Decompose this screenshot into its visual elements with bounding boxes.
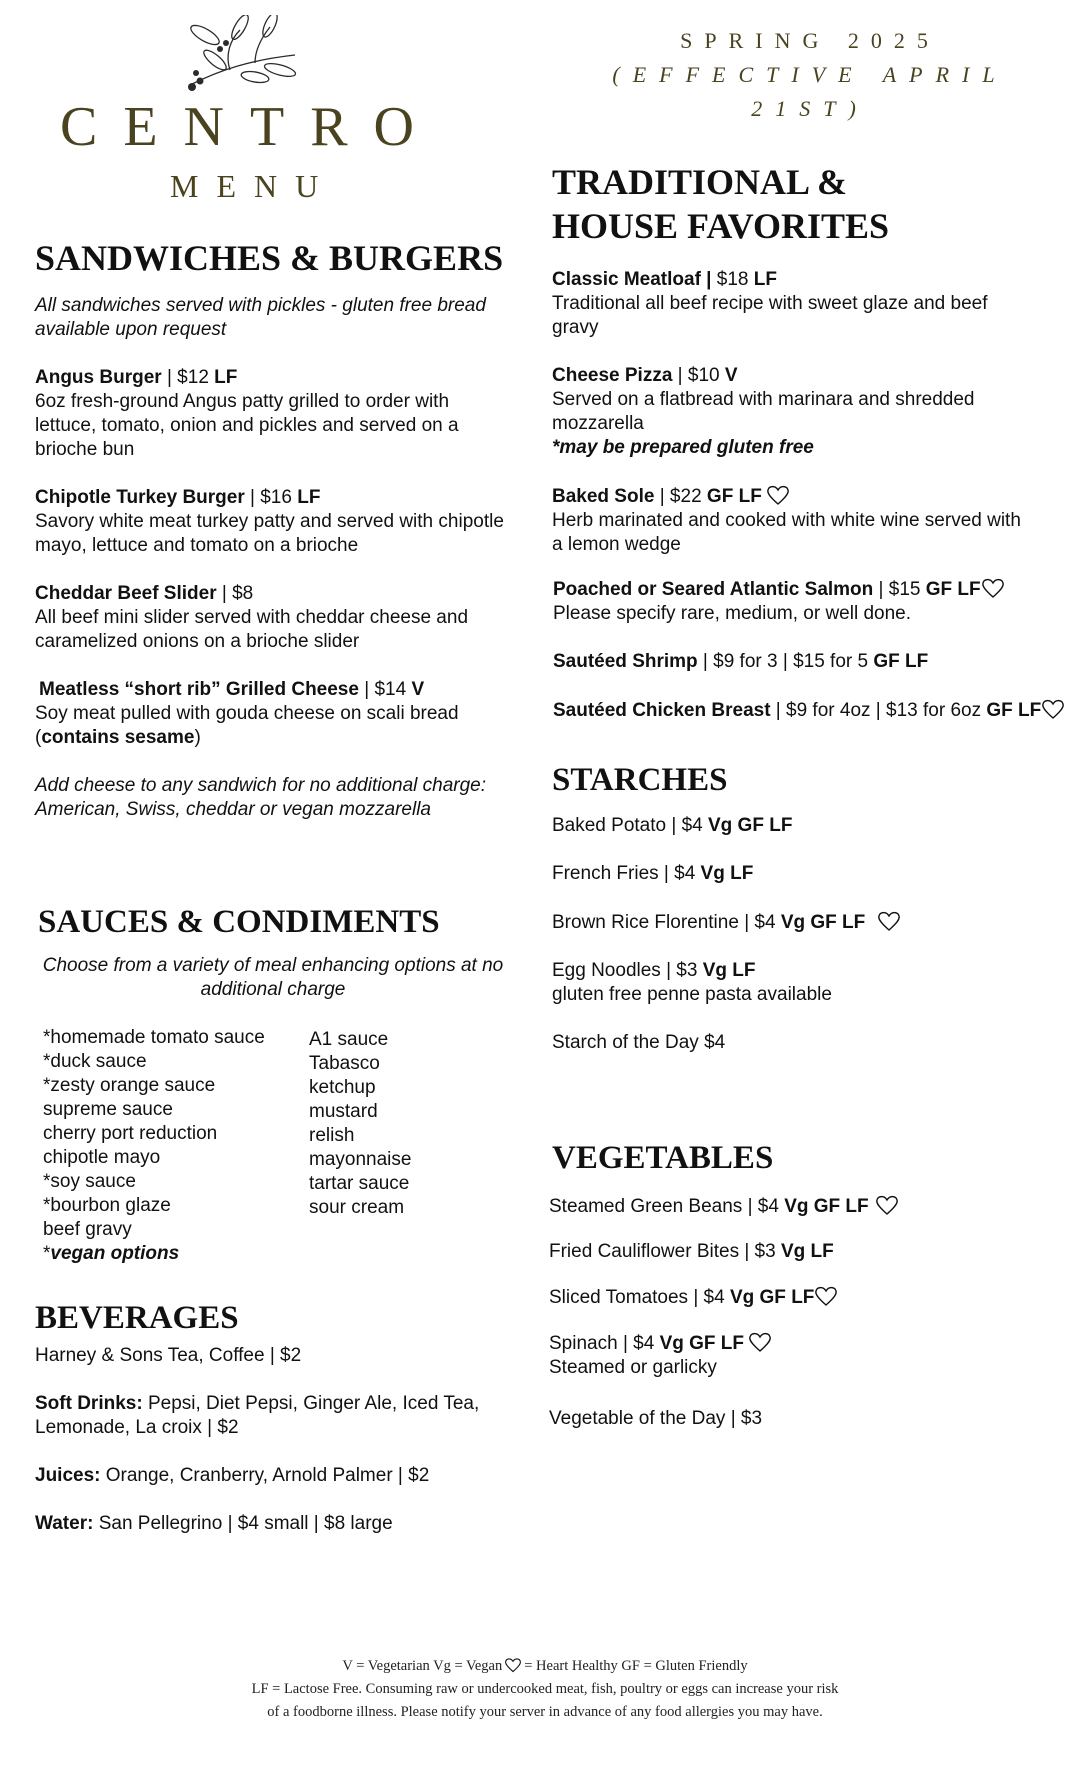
item-tags: Vg LF (702, 960, 756, 981)
item-name: Egg Noodles | $3 (552, 960, 703, 981)
item-name: Brown Rice Florentine | $4 (552, 912, 781, 933)
water-label: Water: (35, 1513, 94, 1534)
traditional-section (552, 160, 1082, 747)
traditional-title-line1: TRADITIONAL & (552, 162, 848, 202)
item-desc: 6oz fresh-ground Angus patty grilled to order with lettuce, tomato, onion and pickles and served on a brioche bun (35, 391, 459, 460)
heart-healthy-icon (748, 1331, 772, 1353)
menu-item-angus-burger (35, 366, 515, 462)
legend-footer (140, 1655, 950, 1724)
item-desc: Soy meat pulled with gouda cheese on scali bread (35, 703, 459, 724)
legend-b: = Heart Healthy GF = Gluten Friendly (524, 1658, 748, 1674)
menu-subtitle: MENU (170, 168, 337, 204)
effective-date: (EFFECTIVE APRIL 21ST) (612, 62, 1008, 121)
beverage-tea: Harney & Sons Tea, Coffee | $2 (35, 1345, 302, 1366)
item-price: | $10 (672, 365, 725, 386)
traditional-title (552, 160, 1082, 248)
heart-healthy-icon (766, 484, 790, 506)
item-desc-extra (35, 726, 515, 750)
item-note: *may be prepared gluten free (552, 437, 814, 458)
item-name: Sautéed Chicken Breast (553, 700, 771, 721)
beverages-section (35, 1296, 515, 1560)
item-price: | $12 (161, 367, 215, 388)
item-price: | $14 (358, 679, 412, 700)
heart-healthy-icon (875, 1194, 899, 1216)
item-desc: Traditional all beef recipe with sweet glaze and beef gravy (552, 293, 988, 338)
item-price: | $22 (654, 486, 707, 507)
heart-healthy-icon (981, 577, 1005, 599)
item-tags: GF LF (873, 651, 929, 672)
sauce-item: *bourbon glaze (43, 1195, 171, 1216)
starch-egg-noodles (552, 959, 1052, 1007)
allergen-note: contains sesame (41, 727, 195, 748)
item-desc: gluten free penne pasta available (552, 984, 832, 1005)
beverage-soft-drinks (35, 1392, 515, 1440)
vegetables-section (549, 1136, 1049, 1431)
item-name: Sliced Tomatoes | $4 (549, 1287, 730, 1308)
sauce-col-1 (38, 1026, 309, 1266)
item-name: Cheddar Beef Slider (35, 583, 217, 604)
item-tags: V (411, 679, 425, 700)
starch-baked-potato (552, 814, 1052, 838)
menu-item-atlantic-salmon (552, 577, 1053, 626)
item-name: Spinach | $4 (549, 1333, 660, 1354)
item-tags: Vg LF (700, 863, 754, 884)
item-name: Starch of the Day $4 (552, 1032, 726, 1053)
item-desc: Steamed or garlicky (549, 1357, 717, 1378)
beverage-juices (35, 1464, 515, 1488)
item-desc: All beef mini slider served with cheddar cheese and caramelized onions on a brioche slider (35, 607, 469, 652)
item-tags: Vg GF LF (780, 912, 866, 933)
brand-name: CENTRO (60, 96, 440, 158)
sauce-col-2 (309, 1026, 411, 1266)
veg-sliced-tomatoes (549, 1285, 1049, 1310)
sauce-item: *homemade tomato sauce (43, 1027, 265, 1048)
item-name: Poached or Seared Atlantic Salmon (553, 579, 874, 600)
item-name: Sautéed Shrimp (553, 651, 698, 672)
sauce-item: Tabasco (309, 1053, 380, 1074)
sauce-columns (38, 1026, 508, 1266)
legend-line-1 (140, 1655, 950, 1678)
juice-label: Juices: (35, 1465, 101, 1486)
starch-of-the-day (552, 1031, 1052, 1055)
sauces-note: Choose from a variety of meal enhancing options at no additional charge (42, 955, 504, 1000)
legend-line-3: of a foodborne illness. Please notify your server in advance of any food allergies you may have. (267, 1704, 823, 1720)
item-tags: GF LF (986, 700, 1042, 721)
sauce-item: *zesty orange sauce (43, 1075, 216, 1096)
item-price: | $9 for 4oz | $13 for 6oz (770, 700, 987, 721)
soft-list: Pepsi, Diet Pepsi, Ginger Ale, Iced Tea, Lemonade, La croix | $2 (35, 1393, 480, 1438)
item-name: Chipotle Turkey Burger (35, 487, 245, 508)
vegetables-title: VEGETABLES (552, 1140, 774, 1176)
sauce-item: mustard (309, 1101, 378, 1122)
item-tags: GF LF (706, 486, 762, 507)
menu-item-classic-meatloaf (552, 268, 1032, 340)
item-desc: Served on a flatbread with marinara and shredded mozzarella (552, 389, 975, 434)
item-price: $18 (711, 269, 754, 290)
sandwiches-note: All sandwiches served with pickles - gluten free bread available upon request (35, 295, 486, 340)
heart-healthy-icon (814, 1285, 838, 1307)
item-price: | $16 (244, 487, 298, 508)
menu-item-chipotle-turkey-burger (35, 486, 515, 558)
sauce-item: relish (309, 1125, 355, 1146)
sauce-item: mayonnaise (309, 1149, 412, 1170)
sauce-item: chipotle mayo (43, 1147, 161, 1168)
menu-item-sauteed-shrimp (552, 650, 1082, 674)
sauce-item: *soy sauce (43, 1171, 136, 1192)
paren-close: ) (194, 727, 201, 748)
item-tags: Vg GF LF (784, 1196, 869, 1217)
soft-label: Soft Drinks: (35, 1393, 143, 1414)
beverages-title: BEVERAGES (35, 1300, 239, 1336)
veg-of-the-day (549, 1407, 1049, 1431)
sauces-section (38, 900, 508, 1266)
item-tags: LF (753, 269, 777, 290)
item-price: | $8 (216, 583, 254, 604)
starch-brown-rice (552, 910, 1052, 935)
item-name: Meatless “short rib” Grilled Cheese (39, 679, 359, 700)
water-list: San Pellegrino | $4 small | $8 large (93, 1513, 393, 1534)
sauce-item: sour cream (309, 1197, 405, 1218)
item-desc: Herb marinated and cooked with white wine served with a lemon wedge (552, 510, 1021, 555)
menu-item-meatless-grilled-cheese (35, 678, 515, 750)
item-tags: Vg GF LF (708, 815, 793, 836)
olive-branch-icon (170, 15, 310, 105)
item-price: | $9 for 3 | $15 for 5 (697, 651, 874, 672)
item-tags: GF LF (925, 579, 981, 600)
menu-item-baked-sole (552, 484, 1032, 557)
veg-spinach (549, 1331, 1049, 1380)
item-tags: V (724, 365, 738, 386)
item-price: | $15 (873, 579, 926, 600)
item-desc: Savory white meat turkey patty and served with chipotle mayo, lettuce and tomato on a brioche (35, 511, 504, 556)
heart-healthy-icon (504, 1657, 522, 1673)
item-name: Angus Burger (35, 367, 162, 388)
item-name: Vegetable of the Day | $3 (549, 1408, 763, 1429)
item-desc: Please specify rare, medium, or well done. (553, 603, 911, 624)
item-name: Baked Sole (552, 486, 655, 507)
season-block (560, 24, 1060, 126)
item-name: Baked Potato | $4 (552, 815, 708, 836)
item-name: Steamed Green Beans | $4 (549, 1196, 785, 1217)
menu-item-cheddar-beef-slider (35, 582, 515, 654)
vegan-options-note (43, 1242, 309, 1266)
heart-healthy-icon (877, 910, 901, 932)
vegan-options-label: vegan options (50, 1243, 180, 1264)
sauces-title: SAUCES & CONDIMENTS (38, 904, 440, 940)
item-tags: LF (297, 487, 321, 508)
sauce-item: beef gravy (43, 1219, 132, 1240)
item-tags: Vg GF LF (729, 1287, 815, 1308)
paren-open: ( (35, 727, 42, 748)
sandwiches-section (35, 236, 515, 822)
item-tags: Vg LF (780, 1241, 834, 1262)
item-tags: LF (214, 367, 238, 388)
starches-section (552, 758, 1052, 1079)
item-tags: Vg GF LF (659, 1333, 745, 1354)
item-name: French Fries | $4 (552, 863, 701, 884)
starches-title: STARCHES (552, 762, 728, 798)
item-name: Classic Meatloaf | (552, 269, 712, 290)
sauce-item: supreme sauce (43, 1099, 173, 1120)
starch-french-fries (552, 862, 1052, 886)
sauce-item: cherry port reduction (43, 1123, 218, 1144)
juice-list: Orange, Cranberry, Arnold Palmer | $2 (100, 1465, 430, 1486)
vegan-star: * (43, 1243, 51, 1264)
season-label: SPRING 2025 (680, 28, 940, 53)
legend-line-2: LF = Lactose Free. Consuming raw or undercooked meat, fish, poultry or eggs can increase your risk (251, 1681, 839, 1697)
beverage-water (35, 1512, 515, 1536)
sauce-item: A1 sauce (309, 1029, 389, 1050)
item-name: Fried Cauliflower Bites | $3 (549, 1241, 781, 1262)
veg-green-beans (549, 1194, 1049, 1219)
sauce-item: ketchup (309, 1077, 376, 1098)
item-name: Cheese Pizza (552, 365, 673, 386)
legend-a: V = Vegetarian Vg = Vegan (342, 1658, 503, 1674)
menu-item-cheese-pizza (552, 364, 1032, 460)
cheese-addon-note: Add cheese to any sandwich for no additional charge: American, Swiss, cheddar or vegan mozzarella (35, 775, 487, 820)
sauce-item: tartar sauce (309, 1173, 410, 1194)
veg-cauliflower-bites (549, 1240, 1049, 1264)
menu-item-sauteed-chicken (552, 698, 1082, 723)
sandwiches-title: SANDWICHES & BURGERS (35, 238, 504, 278)
traditional-title-line2: HOUSE FAVORITES (552, 206, 890, 246)
sauce-item: *duck sauce (43, 1051, 147, 1072)
heart-healthy-icon (1041, 698, 1065, 720)
